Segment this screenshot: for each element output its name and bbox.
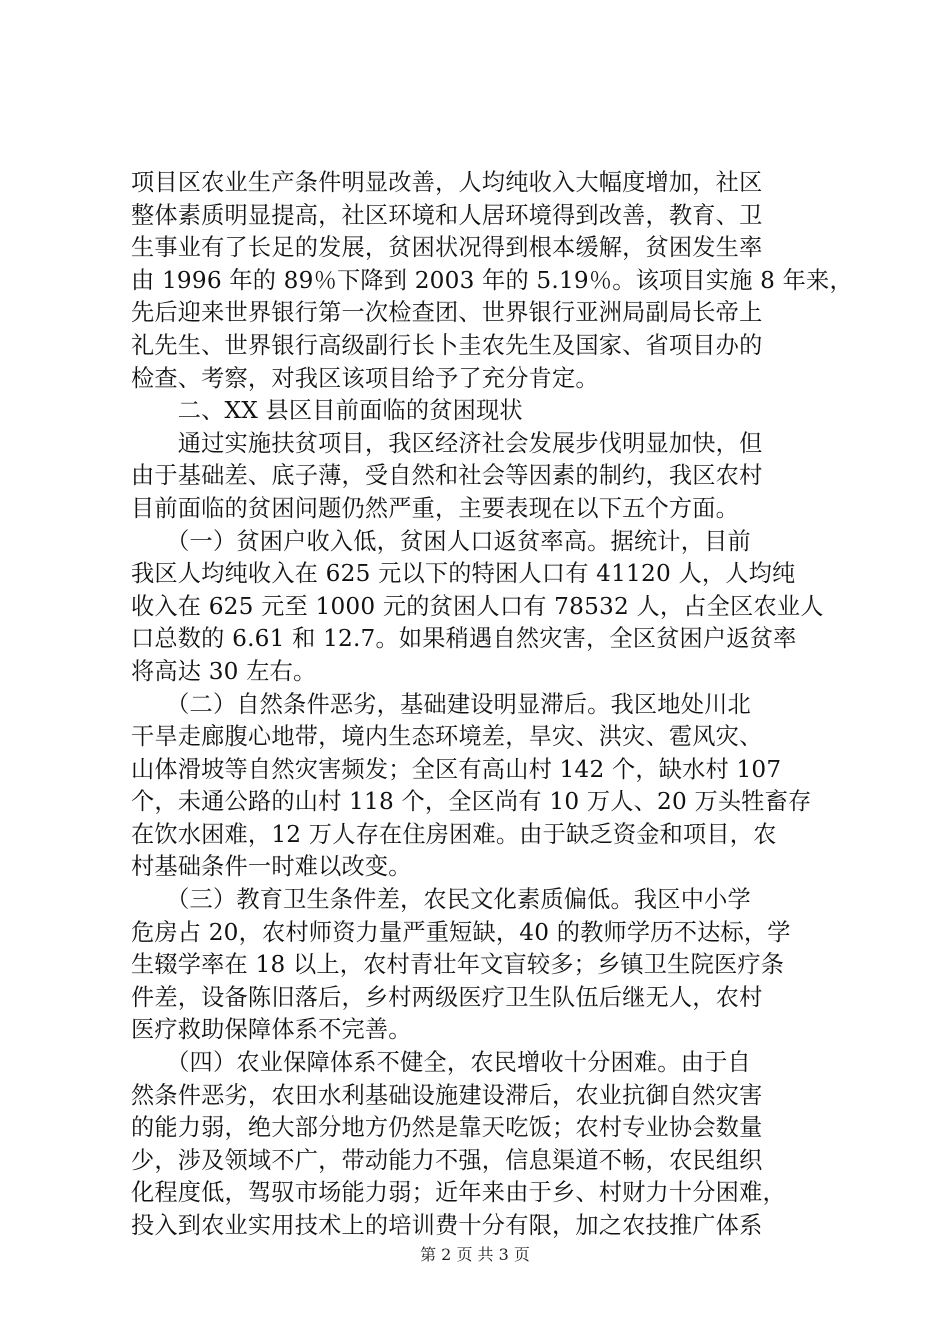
body-line: 危房占 20，农村师资力量严重短缺，40 的教师学历不达标，学 — [131, 918, 791, 946]
document-body — [131, 167, 853, 1243]
body-line: 通过实施扶贫项目，我区经济社会发展步伐明显加快，但 — [131, 429, 763, 457]
body-line: 将高达 30 左右。 — [131, 657, 317, 685]
body-line: 礼先生、世界银行高级副行长卜圭农先生及国家、省项目办的 — [131, 331, 763, 359]
body-line: （一）贫困户收入低，贫困人口返贫率高。据统计，目前 — [131, 527, 751, 555]
body-line: 目前面临的贫困问题仍然严重，主要表现在以下五个方面。 — [131, 494, 740, 522]
body-line: 少，涉及领域不广，带动能力不强，信息渠道不畅，农民组织 — [131, 1146, 763, 1174]
body-line: （四）农业保障体系不健全，农民增收十分困难。由于自 — [131, 1049, 751, 1077]
body-line: 的能力弱，绝大部分地方仍然是靠天吃饭；农村专业协会数量 — [131, 1114, 763, 1142]
body-line: 个，未通公路的山村 118 个，全区尚有 10 万人、20 万头牲畜存 — [131, 788, 812, 816]
body-line: 山体滑坡等自然灾害频发；全区有高山村 142 个，缺水村 107 — [131, 755, 782, 783]
body-line: 村基础条件一时难以改变。 — [131, 853, 412, 881]
body-line: （二）自然条件恶劣，基础建设明显滞后。我区地处川北 — [131, 690, 751, 718]
body-line: 干旱走廊腹心地带，境内生态环境差，旱灾、洪灾、雹风灾、 — [131, 723, 763, 751]
page-number-footer: 第 2 页 共 3 页 — [420, 1245, 530, 1264]
body-line: 在饮水困难，12 万人存在住房困难。由于缺乏资金和项目，农 — [131, 820, 777, 848]
body-line: 整体素质明显提高，社区环境和人居环境得到改善，教育、卫 — [131, 201, 763, 229]
body-line: （三）教育卫生条件差，农民文化素质偏低。我区中小学 — [131, 886, 751, 914]
section-heading: 二、XX 县区目前面临的贫困现状 — [131, 397, 523, 425]
body-line: 投入到农业实用技术上的培训费十分有限，加之农技推广体系 — [131, 1212, 763, 1239]
body-line: 由于基础差、底子薄，受自然和社会等因素的制约，我区农村 — [131, 462, 763, 490]
body-line: 化程度低，驾驭市场能力弱；近年来由于乡、村财力十分困难， — [131, 1179, 786, 1207]
body-line: 我区人均纯收入在 625 元以下的特困人口有 41120 人，人均纯 — [131, 560, 796, 588]
body-line: 由 1996 年的 89％下降到 2003 年的 5.19％。该项目实施 8 年来， — [131, 266, 853, 294]
body-line: 收入在 625 元至 1000 元的贫困人口有 78532 人，占全区农业人 — [131, 592, 824, 620]
body-line: 检查、考察，对我区该项目给予了充分肯定。 — [131, 364, 599, 392]
body-line: 医疗救助保障体系不完善。 — [131, 1016, 412, 1044]
body-line: 生辍学率在 18 以上，农村青壮年文盲较多；乡镇卫生院医疗条 — [131, 951, 785, 979]
body-line: 项目区农业生产条件明显改善，人均纯收入大幅度增加，社区 — [131, 169, 763, 196]
body-line: 口总数的 6.61 和 12.7。如果稍遇自然灾害，全区贫困户返贫率 — [131, 625, 797, 653]
body-line: 然条件恶劣，农田水利基础设施建设滞后，农业抗御自然灾害 — [131, 1081, 763, 1109]
body-line: 件差，设备陈旧落后，乡村两级医疗卫生队伍后继无人，农村 — [131, 983, 763, 1011]
body-line: 生事业有了长足的发展，贫困状况得到根本缓解，贫困发生率 — [131, 234, 763, 262]
body-line: 先后迎来世界银行第一次检查团、世界银行亚洲局副局长帝上 — [131, 299, 763, 327]
